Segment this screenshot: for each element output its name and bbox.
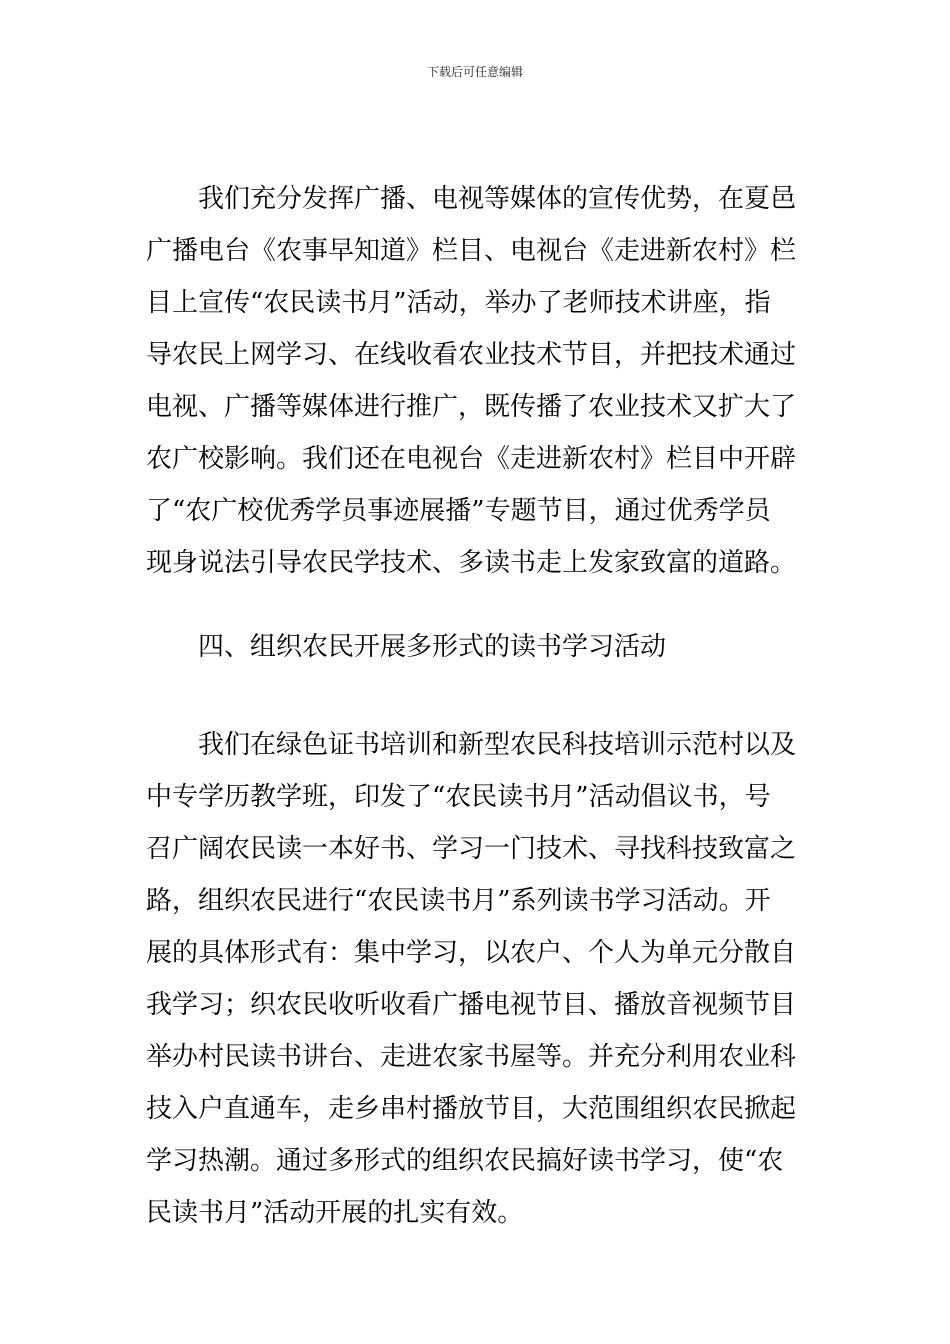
text-line: 我学习；织农民收听收看广播电视节目、播放音视频节目 [146, 990, 797, 1020]
text-line: 中专学历教学班，印发了“农民读书月”活动倡议书，号 [146, 782, 771, 812]
text-line: 我们充分发挥广播、电视等媒体的宣传优势，在夏邑 [146, 184, 797, 214]
text-line: 召广阔农民读一本好书、学习一门技术、寻找科技致富之 [146, 834, 797, 864]
text-line: 导农民上网学习、在线收看农业技术节目，并把技术通过 [146, 340, 797, 370]
text-line: 展的具体形式有：集中学习，以农户、个人为单元分散自 [146, 938, 797, 968]
text-line: 农广校影响。我们还在电视台《走进新农村》栏目中开辟 [146, 444, 797, 474]
text-line: 民读书月”活动开展的扎实有效。 [146, 1198, 524, 1228]
text-line: 广播电台《农事早知道》栏目、电视台《走进新农村》栏 [146, 236, 797, 266]
paragraph-media-promotion [146, 173, 810, 589]
paragraph-reading-activities [146, 719, 810, 1239]
page-header: 下载后可任意编辑 [426, 65, 523, 79]
text-line: 我们在绿色证书培训和新型农民科技培训示范村以及 [146, 730, 797, 760]
text-line: 技入户直通车，走乡串村播放节目，大范围组织农民掀起 [146, 1094, 797, 1124]
text-line: 现身说法引导农民学技术、多读书走上发家致富的道路。 [146, 548, 797, 578]
text-line: 电视、广播等媒体进行推广，既传播了农业技术又扩大了 [146, 392, 797, 422]
section-heading-text: 四、组织农民开展多形式的读书学习活动 [146, 632, 667, 662]
text-line: 学习热潮。通过多形式的组织农民搞好读书学习，使“农 [146, 1146, 784, 1176]
section-heading [146, 621, 810, 673]
text-line: 路，组织农民进行“农民读书月”系列读书学习活动。开 [146, 886, 771, 916]
text-line: 举办村民读书讲台、走进农家书屋等。并充分利用农业科 [146, 1042, 797, 1072]
text-line: 目上宣传“农民读书月”活动，举办了老师技术讲座，指 [146, 288, 771, 318]
text-line: 了“农广校优秀学员事迹展播”专题节目，通过优秀学员 [146, 496, 771, 526]
